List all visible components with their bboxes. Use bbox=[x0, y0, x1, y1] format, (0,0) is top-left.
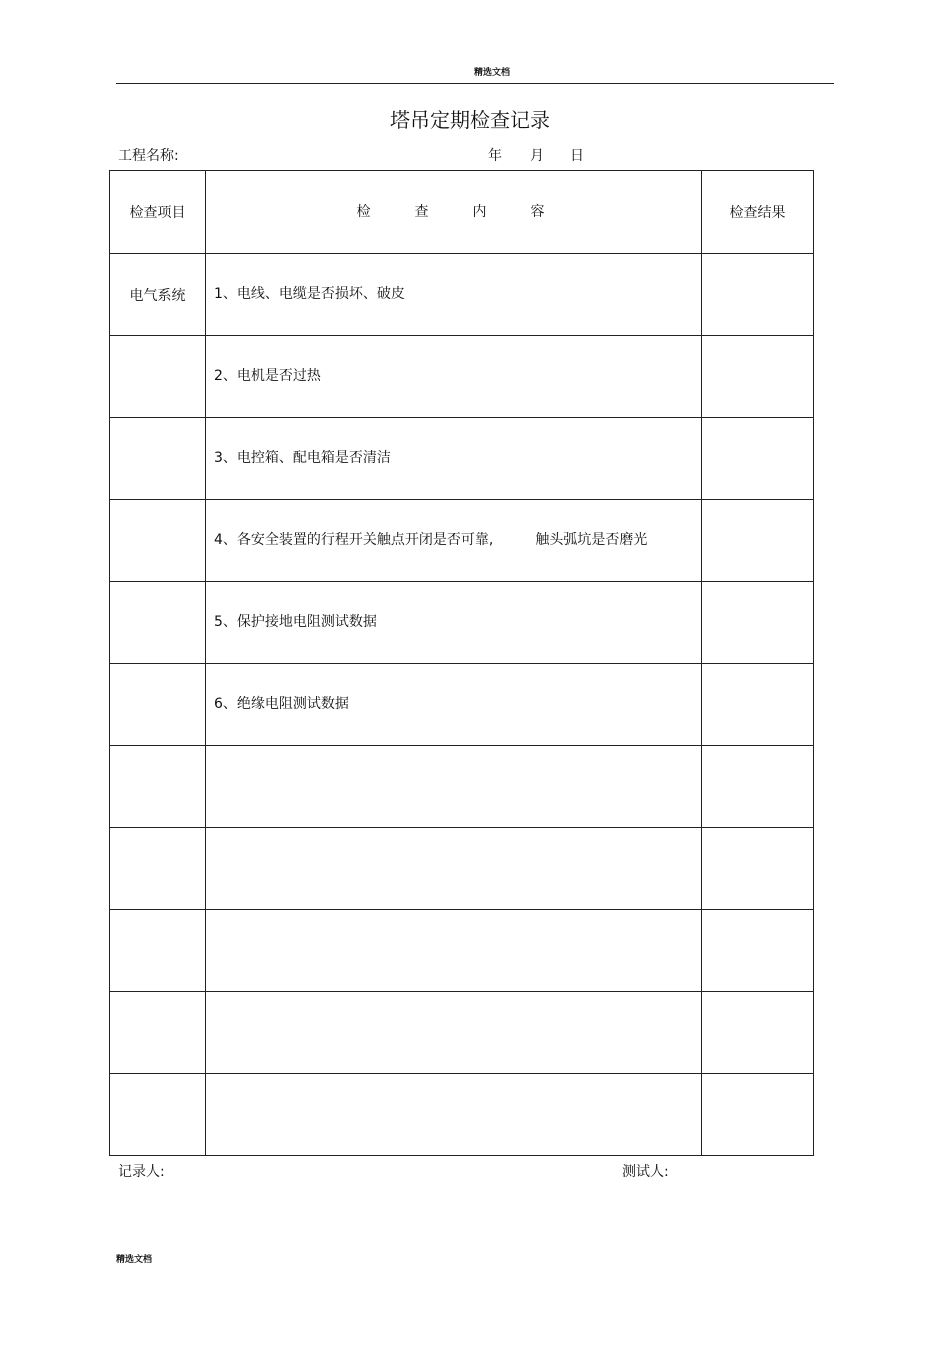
header-rule bbox=[116, 83, 834, 84]
table-row bbox=[110, 418, 814, 500]
row-content bbox=[206, 992, 702, 1074]
row-item bbox=[110, 336, 206, 418]
header-content-char: 检 bbox=[356, 203, 371, 220]
row-result[interactable] bbox=[702, 1074, 814, 1156]
row-item: 电气系统 bbox=[110, 254, 206, 336]
table-row bbox=[110, 828, 814, 910]
row-item bbox=[110, 1074, 206, 1156]
header-content-char: 查 bbox=[414, 203, 429, 220]
table-row bbox=[110, 582, 814, 664]
row-item bbox=[110, 746, 206, 828]
row-content: 5、保护接地电阻测试数据 bbox=[206, 582, 702, 664]
table-row bbox=[110, 254, 814, 336]
footer-watermark: 精选文档 bbox=[116, 1255, 153, 1265]
row-result[interactable] bbox=[702, 500, 814, 582]
row-result[interactable] bbox=[702, 746, 814, 828]
row-content bbox=[206, 500, 702, 582]
row-result[interactable] bbox=[702, 992, 814, 1074]
row-item bbox=[110, 828, 206, 910]
project-name-label: 工程名称: bbox=[118, 148, 179, 164]
table-row bbox=[110, 500, 814, 582]
header-item: 检查项目 bbox=[110, 171, 206, 254]
row-item bbox=[110, 500, 206, 582]
row-content: 3、电控箱、配电箱是否清洁 bbox=[206, 418, 702, 500]
header-content-char: 容 bbox=[530, 203, 545, 220]
row-item bbox=[110, 992, 206, 1074]
row-result[interactable] bbox=[702, 418, 814, 500]
row-result[interactable] bbox=[702, 910, 814, 992]
row-content: 1、电线、电缆是否损坏、破皮 bbox=[206, 254, 702, 336]
table-row bbox=[110, 664, 814, 746]
row-result[interactable] bbox=[702, 828, 814, 910]
date-year-label: 年 bbox=[488, 148, 502, 164]
table-row bbox=[110, 746, 814, 828]
row-content-part: 触头弧坑是否磨光 bbox=[535, 532, 648, 548]
header-result: 检查结果 bbox=[702, 171, 814, 254]
recorder-label: 记录人: bbox=[118, 1164, 165, 1180]
header-watermark: 精选文档 bbox=[474, 68, 511, 78]
row-item bbox=[110, 418, 206, 500]
row-result[interactable] bbox=[702, 582, 814, 664]
row-content: 6、绝缘电阻测试数据 bbox=[206, 664, 702, 746]
table-row bbox=[110, 1074, 814, 1156]
row-content bbox=[206, 746, 702, 828]
row-content bbox=[206, 1074, 702, 1156]
row-content: 2、电机是否过热 bbox=[206, 336, 702, 418]
header-content bbox=[206, 171, 702, 254]
date-field bbox=[488, 145, 584, 165]
date-month-label: 月 bbox=[530, 148, 544, 164]
row-result[interactable] bbox=[702, 336, 814, 418]
tester-label: 测试人: bbox=[622, 1164, 669, 1180]
row-item bbox=[110, 664, 206, 746]
row-item bbox=[110, 582, 206, 664]
row-content bbox=[206, 828, 702, 910]
table-row bbox=[110, 992, 814, 1074]
row-result[interactable] bbox=[702, 254, 814, 336]
row-item bbox=[110, 910, 206, 992]
page-title: 塔吊定期检查记录 bbox=[390, 108, 550, 132]
header-content-char: 内 bbox=[472, 203, 487, 220]
row-result[interactable] bbox=[702, 664, 814, 746]
row-content-part: 4、各安全装置的行程开关触点开闭是否可靠, bbox=[214, 532, 494, 548]
row-content bbox=[206, 910, 702, 992]
table-row bbox=[110, 336, 814, 418]
table-header-row bbox=[110, 171, 814, 254]
table-row bbox=[110, 910, 814, 992]
date-day-label: 日 bbox=[570, 148, 584, 164]
inspection-table bbox=[109, 170, 814, 1156]
